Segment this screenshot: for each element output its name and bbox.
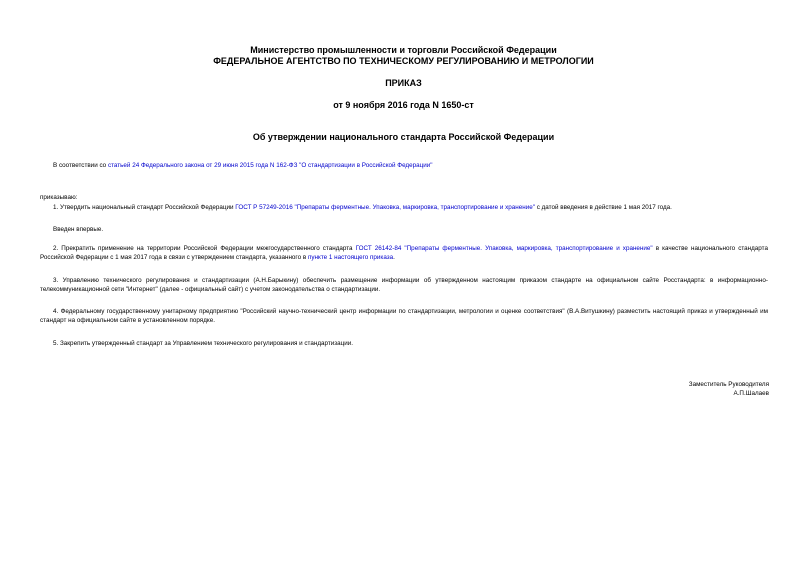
- introduced-note: Введен впервые.: [53, 226, 104, 233]
- agency-heading: ФЕДЕРАЛЬНОЕ АГЕНТСТВО ПО ТЕХНИЧЕСКОМУ РЕГУЛИРОВАНИЮ И МЕТРОЛОГИИ: [213, 56, 594, 66]
- signatory-position: Заместитель Руководителя: [688, 381, 769, 388]
- item-2-paragraph: [40, 244, 768, 262]
- gost-26142-link[interactable]: ГОСТ 26142-84 "Препараты ферментные. Упаковка, маркировка, транспортирование и хранение": [355, 245, 653, 252]
- gost-57249-link[interactable]: ГОСТ Р 57249-2016 "Препараты ферментные. Упаковка, маркировка, транспортирование и хранение": [235, 204, 535, 211]
- item-1-text: 1. Утвердить национальный стандарт Российской Федерации: [53, 204, 236, 211]
- date-number-heading: от 9 ноября 2016 года N 1650-ст: [333, 100, 474, 110]
- preamble-text: В соответствии со: [53, 162, 108, 169]
- item-1-paragraph: [40, 203, 768, 212]
- item-1-text-end: с датой введения в действие 1 мая 2017 года.: [534, 204, 672, 211]
- signatory-name: А.П.Шалаев: [733, 390, 769, 397]
- federal-law-link[interactable]: статьей 24 Федерального закона от 29 июня 2015 года N 162-ФЗ "О стандартизации в Российской Федерации": [107, 162, 433, 169]
- item-4-paragraph: 4. Федеральному государственному унитарному предприятию "Российский научно-технический центр информации по стандартизации, метрологии и оценке соответствия" (В.А.Витушкину) разместить настоящий приказ и утвержденный им стандарт на официальном сайте в установленном порядке.: [40, 308, 768, 324]
- preamble-paragraph: [40, 161, 768, 170]
- item-2-text-end: .: [393, 254, 395, 261]
- order-word: приказываю:: [40, 194, 78, 201]
- item-2-text-middle: в качестве национального стандарта Российской Федерации с 1 мая 2017 года в связи с утверждением стандарта, указанного в: [40, 245, 768, 261]
- document-title: Об утверждении национального стандарта Российской Федерации: [252, 132, 555, 142]
- item-5-paragraph: 5. Закрепить утвержденный стандарт за Управлением технического регулирования и стандартизации.: [53, 340, 354, 347]
- ministry-heading: Министерство промышленности и торговли Российской Федерации: [250, 45, 557, 55]
- item-1-reference-link[interactable]: пункте 1 настоящего приказа: [307, 254, 394, 261]
- item-2-text: 2. Прекратить применение на территории Российской Федерации межгосударственного стандарта: [53, 245, 356, 252]
- doc-type-heading: ПРИКАЗ: [385, 78, 422, 88]
- item-3-paragraph: 3. Управлению технического регулирования и стандартизации (А.Н.Барыкину) обеспечить размещение информации об утвержденном настоящим приказом стандарте на официальном сайте Росстандарта: в информационно-телекоммуникационной сети "Интернет" (далее - официальный сайт) с учетом законодательства о стандартизации.: [40, 277, 768, 293]
